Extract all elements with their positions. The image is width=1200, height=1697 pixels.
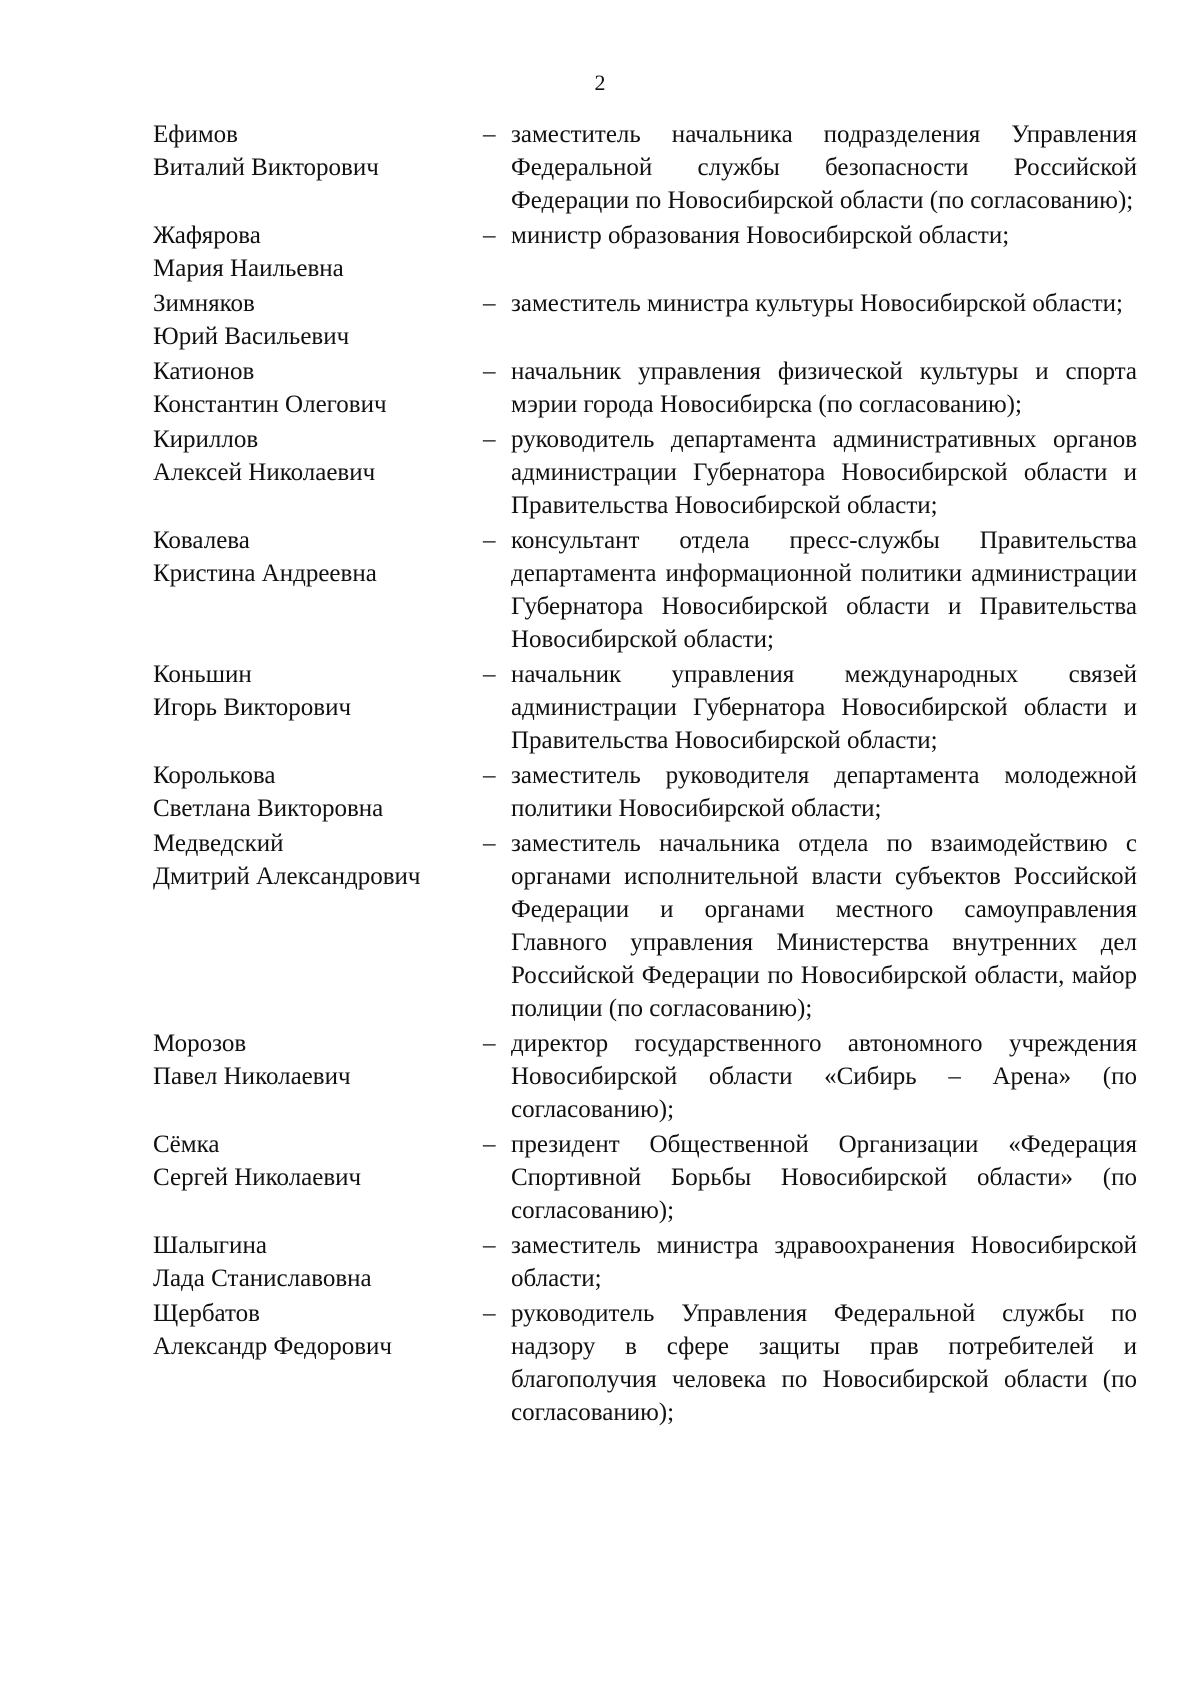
- dash-separator: –: [483, 222, 496, 249]
- member-entry: [153, 759, 1137, 825]
- member-position: руководитель департамента административных органов администрации Губернатора Новосибирской области и Правительства Новосибирской области;: [511, 426, 1137, 519]
- member-name: [153, 827, 483, 893]
- member-entry: [153, 118, 1137, 217]
- dash-separator: –: [483, 426, 496, 453]
- member-surname: Морозов: [153, 1030, 247, 1057]
- member-given-names: Александр Федорович: [153, 1333, 392, 1360]
- member-given-names: Кристина Андреевна: [153, 560, 377, 587]
- member-given-names: Сергей Николаевич: [153, 1164, 362, 1191]
- member-position: заместитель министра здравоохранения Новосибирской области;: [511, 1232, 1137, 1292]
- member-position: министр образования Новосибирской области;: [511, 222, 1010, 249]
- member-given-names: Павел Николаевич: [153, 1063, 351, 1090]
- member-surname: Медведский: [153, 830, 284, 857]
- member-name: [153, 524, 483, 590]
- dash-separator: –: [483, 1131, 496, 1158]
- member-entry: [153, 1229, 1137, 1295]
- member-position: заместитель начальника отдела по взаимодействию с органами исполнительной власти субъектов Российской Федерации и органами местного самоуправления Главного управления Министерства внутренних дел Российской Федерации по Новосибирской области, майор полиции (по согласованию);: [511, 830, 1137, 1022]
- member-name: [153, 1027, 483, 1093]
- member-surname: Зимняков: [153, 290, 255, 317]
- member-given-names: Светлана Викторовна: [153, 795, 384, 822]
- member-given-names: Виталий Викторович: [153, 154, 379, 181]
- member-given-names: Алексей Николаевич: [153, 459, 376, 486]
- member-position: начальник управления физической культуры и спорта мэрии города Новосибирска (по согласованию);: [511, 358, 1137, 418]
- dash-separator: –: [483, 830, 496, 857]
- member-given-names: Константин Олегович: [153, 391, 387, 418]
- member-entry: [153, 827, 1137, 1025]
- member-surname: Коньшин: [153, 661, 252, 688]
- member-surname: Ефимов: [153, 121, 238, 148]
- member-entry: [153, 658, 1137, 757]
- members-list: [153, 118, 1137, 1431]
- member-surname: Жафярова: [153, 222, 261, 249]
- member-given-names: Лада Станиславовна: [153, 1265, 372, 1292]
- dash-separator: –: [483, 762, 496, 789]
- member-position: руководитель Управления Федеральной службы по надзору в сфере защиты прав потребителей и благополучия человека по Новосибирской области (по согласованию);: [511, 1300, 1137, 1426]
- member-name: [153, 287, 483, 353]
- member-given-names: Дмитрий Александрович: [153, 863, 421, 890]
- member-name: [153, 118, 483, 184]
- member-entry: [153, 524, 1137, 656]
- member-given-names: Мария Наильевна: [153, 255, 344, 282]
- member-surname: Ковалева: [153, 527, 250, 554]
- member-name: [153, 759, 483, 825]
- member-name: [153, 658, 483, 724]
- member-entry: [153, 423, 1137, 522]
- member-name: [153, 1297, 483, 1363]
- member-entry: [153, 219, 1137, 285]
- member-entry: [153, 1128, 1137, 1227]
- dash-separator: –: [483, 358, 496, 385]
- member-entry: [153, 1297, 1137, 1429]
- dash-separator: –: [483, 1300, 496, 1327]
- member-surname: Кириллов: [153, 426, 259, 453]
- member-position: начальник управления международных связей администрации Губернатора Новосибирской области и Правительства Новосибирской области;: [511, 661, 1137, 754]
- page-number: 2: [594, 70, 606, 95]
- member-position: президент Общественной Организации «Федерация Спортивной Борьбы Новосибирской области» (по согласованию);: [511, 1131, 1137, 1224]
- member-given-names: Юрий Васильевич: [153, 323, 350, 350]
- member-surname: Катионов: [153, 358, 255, 385]
- member-entry: [153, 1027, 1137, 1126]
- member-position: заместитель начальника подразделения Управления Федеральной службы безопасности Российской Федерации по Новосибирской области (по согласованию);: [511, 121, 1137, 214]
- member-surname: Королькова: [153, 762, 276, 789]
- member-entry: [153, 287, 1137, 353]
- member-entry: [153, 355, 1137, 421]
- dash-separator: –: [483, 121, 496, 148]
- dash-separator: –: [483, 661, 496, 688]
- dash-separator: –: [483, 1232, 496, 1259]
- member-name: [153, 1128, 483, 1194]
- dash-separator: –: [483, 527, 496, 554]
- member-name: [153, 1229, 483, 1295]
- member-position: директор государственного автономного учреждения Новосибирской области «Сибирь – Арена» (по согласованию);: [511, 1030, 1137, 1123]
- dash-separator: –: [483, 1030, 496, 1057]
- member-name: [153, 355, 483, 421]
- member-name: [153, 423, 483, 489]
- member-surname: Сёмка: [153, 1131, 220, 1158]
- dash-separator: –: [483, 290, 496, 317]
- member-surname: Шалыгина: [153, 1232, 267, 1259]
- member-position: заместитель министра культуры Новосибирской области;: [511, 290, 1123, 317]
- member-surname: Щербатов: [153, 1300, 260, 1327]
- member-name: [153, 219, 483, 285]
- member-given-names: Игорь Викторович: [153, 694, 352, 721]
- member-position: консультант отдела пресс-службы Правительства департамента информационной политики администрации Губернатора Новосибирской области и Правительства Новосибирской области;: [511, 527, 1137, 653]
- member-position: заместитель руководителя департамента молодежной политики Новосибирской области;: [511, 762, 1137, 822]
